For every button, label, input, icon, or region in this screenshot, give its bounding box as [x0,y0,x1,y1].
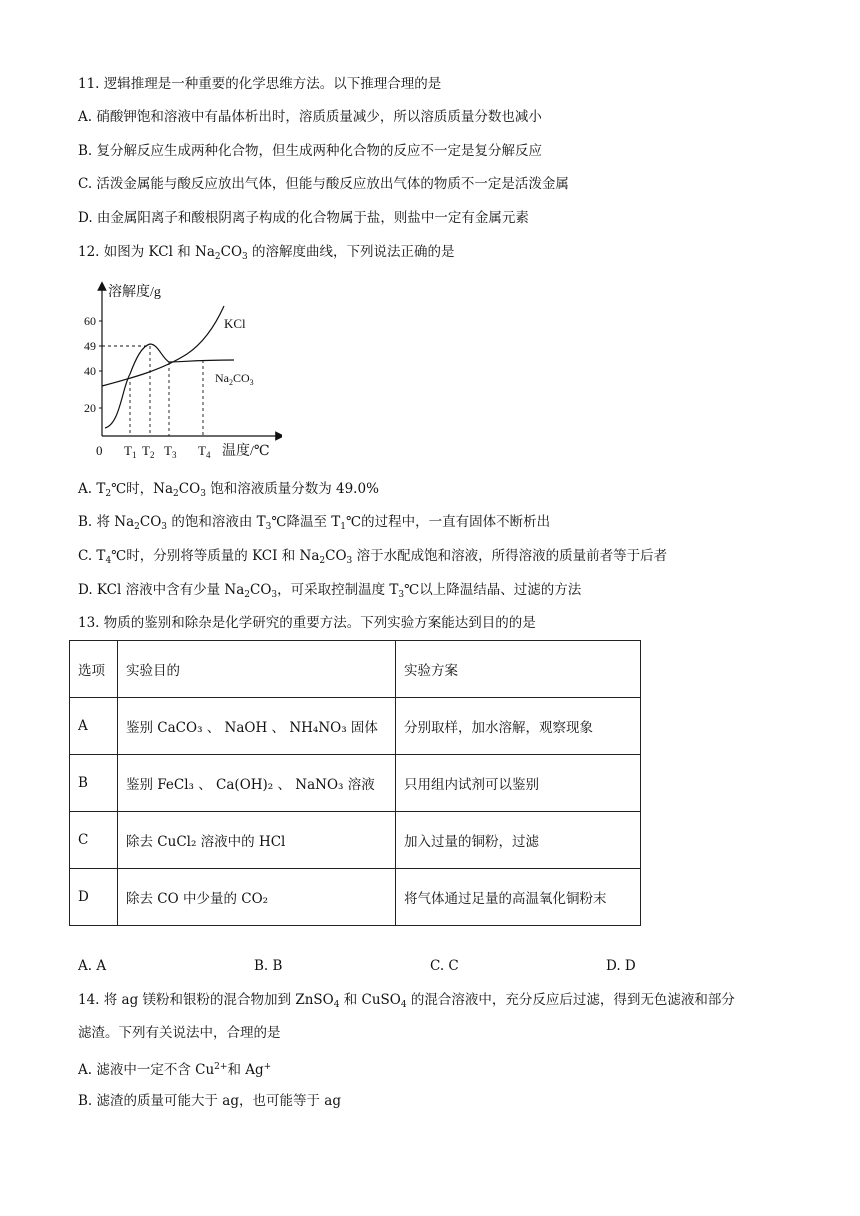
q11-stem: 11. 逻辑推理是一种重要的化学思维方法。以下推理合理的是 [78,76,442,92]
series-label-kcl: KCl [224,316,246,331]
q11-option-d: D. 由金属阳离子和酸根阴离子构成的化合物属于盐，则盐中一定有金属元素 [78,210,529,226]
row-purpose: 鉴别 FeCl₃ 、 Ca(OH)₂ 、 NaNO₃ 溶液 [118,755,396,812]
table-row [70,698,641,755]
row-plan: 只用组内试剂可以鉴别 [396,755,641,812]
series-label-na2co3: $Na_2CO_3$ [215,371,254,387]
experiment-table [69,640,641,926]
q11-option-a: A. 硝酸钾饱和溶液中有晶体析出时，溶质质量减少，所以溶质质量分数也减小 [78,109,542,125]
row-option: D [70,869,118,926]
q11-option-b: B. 复分解反应生成两种化合物，但生成两种化合物的反应不一定是复分解反应 [78,143,543,159]
row-purpose: 鉴别 CaCO₃ 、 NaOH 、 NH₄NO₃ 固体 [118,698,396,755]
q12-option-d: D. KCl 溶液中含有少量 $Na_2CO_3$，可采取控制温度 $T_3℃$以上降温结晶、过滤的方法 [78,582,582,600]
x-axis-label: 温度/℃ [222,444,270,459]
q13-stem: 13. 物质的鉴别和除杂是化学研究的重要方法。下列实验方案能达到目的的是 [78,615,536,631]
q13-answer-d: D. D [606,958,636,974]
row-plan: 分别取样，加水溶解，观察现象 [396,698,641,755]
x-tick-t3: $T_3$ [164,443,177,460]
solubility-chart [72,278,282,463]
y-tick-60: 60 [84,314,96,328]
y-tick-49: 49 [84,339,96,353]
table-row [70,869,641,926]
q12-option-c: C. $T_4℃$时，分别将等质量的 KCI 和 $Na_2CO_3$ 溶于水配成饱和溶液，所得溶液的质量前者等于后者 [78,548,668,566]
q12-option-a: A. $T_2℃$时，$Na_2CO_3$ 饱和溶液质量分数为 49.0% [78,481,379,499]
row-plan: 加入过量的铜粉，过滤 [396,812,641,869]
header-plan: 实验方案 [396,641,641,698]
q14-option-b: B. 滤渣的质量可能大于 ag，也可能等于 ag [78,1093,341,1109]
row-purpose: 除去 CO 中少量的 CO₂ [118,869,396,926]
y-tick-40: 40 [84,364,96,378]
y-axis-label: 溶解度/g [108,285,161,300]
row-purpose: 除去 CuCl₂ 溶液中的 HCl [118,812,396,869]
q12-option-b: B. 将 $Na_2CO_3$ 的饱和溶液由 $T_3℃$降温至 $T_1℃$的过程中，一直有固体不断析出 [78,514,551,532]
q14-stem-line1: 14. 将 ag 镁粉和银粉的混合物加到 ZnSO$_4$ 和 CuSO$_4$ 的混合溶液中，充分反应后过滤，得到无色滤液和部分 [78,992,735,1010]
table-row [70,755,641,812]
row-option: A [70,698,118,755]
q14-stem-line2: 滤渣。下列有关说法中，合理的是 [78,1025,281,1041]
x-tick-t4: $T_4$ [198,443,211,460]
table-header-row [70,641,641,698]
series-na2co3 [105,344,234,428]
q12-stem: 12. 如图为 KCl 和 $Na_2CO_3$ 的溶解度曲线，下列说法正确的是 [78,244,455,262]
q13-answer-a: A. A [78,958,107,974]
q13-answer-b: B. B [254,958,283,974]
x-tick-0: 0 [96,443,103,458]
x-tick-t1: $T_1$ [124,443,137,460]
row-option: C [70,812,118,869]
q11-option-c: C. 活泼金属能与酸反应放出气体，但能与酸反应放出气体的物质不一定是活泼金属 [78,176,569,192]
q14-option-a: A. 滤液中一定不含 $Cu^{2+}$和 Ag+ [78,1062,272,1078]
header-option: 选项 [70,641,118,698]
header-purpose: 实验目的 [118,641,396,698]
row-option: B [70,755,118,812]
y-tick-20: 20 [84,401,96,415]
row-plan: 将气体通过足量的高温氧化铜粉末 [396,869,641,926]
q13-answer-c: C. C [430,958,459,974]
x-tick-t2: $T_2$ [142,443,155,460]
table-row [70,812,641,869]
